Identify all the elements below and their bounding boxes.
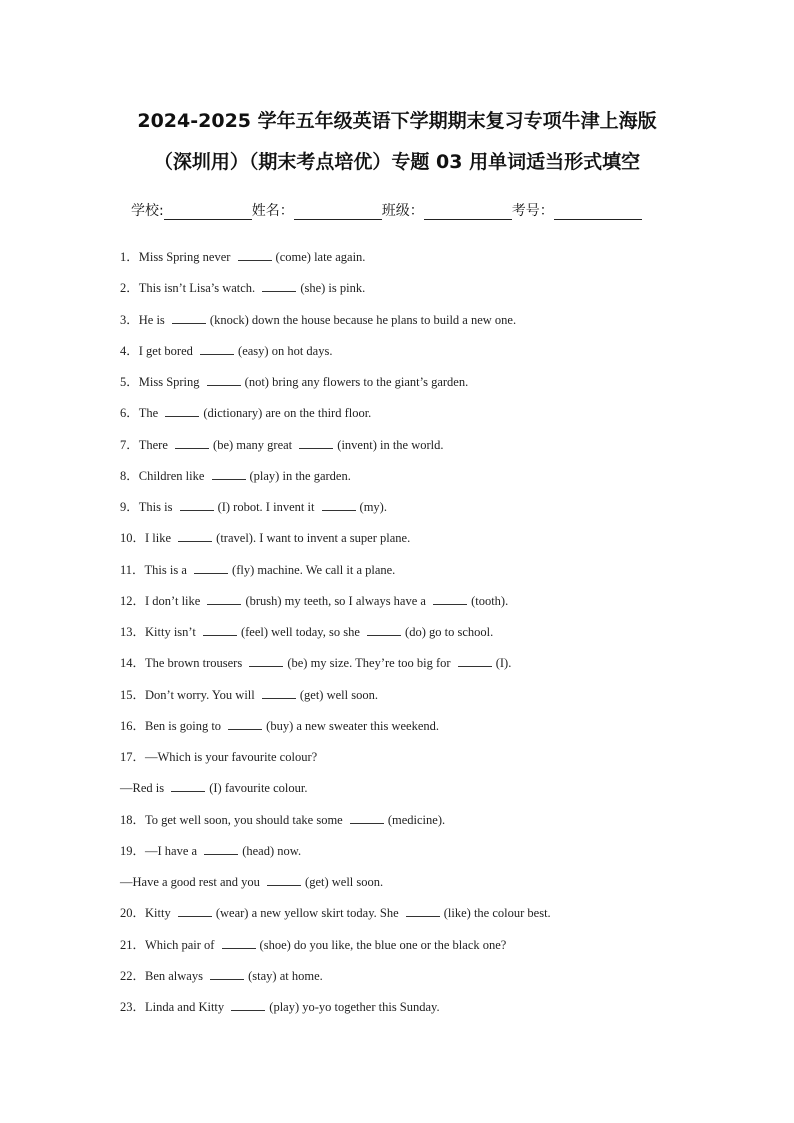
school-field[interactable] <box>164 204 252 220</box>
answer-blank[interactable] <box>350 811 384 824</box>
question-text: 9．This is <box>120 500 176 514</box>
question-text: 17．—Which is your favourite colour? <box>120 750 318 764</box>
question-text: 18．To get well soon, you should take some <box>120 812 346 827</box>
question-text: 23．Linda and Kitty <box>120 1000 228 1014</box>
answer-blank[interactable] <box>204 842 238 855</box>
question-text: (get) well soon. <box>305 875 384 889</box>
question-text: (stay) at home. <box>248 968 323 983</box>
answer-blank[interactable] <box>262 279 296 292</box>
question-line <box>120 841 301 861</box>
question-line <box>120 497 387 517</box>
question-line <box>120 466 351 486</box>
question-text: (dictionary) are on the third floor. <box>203 406 372 421</box>
answer-blank[interactable] <box>231 998 265 1011</box>
question-line <box>120 622 493 642</box>
answer-blank[interactable] <box>178 529 212 542</box>
question-text: (I). <box>495 656 512 671</box>
answer-blank[interactable] <box>299 436 333 449</box>
question-text: 8．Children like <box>120 468 208 483</box>
question-line <box>120 247 365 267</box>
question-text: (medicine). <box>387 812 446 827</box>
question-line <box>120 685 378 705</box>
question-text: (tooth). <box>471 593 509 608</box>
question-line <box>120 435 444 455</box>
question-text: (buy) a new sweater this weekend. <box>266 718 440 733</box>
question-text: 15．Don’t worry. You will <box>120 687 258 702</box>
question-text: 7．There <box>120 437 172 452</box>
answer-blank[interactable] <box>210 967 244 980</box>
answer-blank[interactable] <box>175 436 209 449</box>
question-text: (not) bring any flowers to the giant’s garden. <box>244 375 469 389</box>
answer-blank[interactable] <box>207 373 241 386</box>
question-text: 2．This isn’t Lisa’s watch. <box>120 281 259 296</box>
name-label: 姓名： <box>251 203 294 219</box>
question-line <box>120 560 395 580</box>
question-text: 11．This is a <box>120 562 191 577</box>
question-text: —Red is <box>120 781 168 796</box>
class-field[interactable] <box>424 204 512 220</box>
question-line <box>120 935 506 955</box>
answer-blank[interactable] <box>203 623 237 636</box>
question-line <box>120 528 410 548</box>
page-title-line-1: 2024-2025 学年五年级英语下学期期末复习专项牛津上海版 <box>137 110 657 132</box>
answer-blank[interactable] <box>212 467 246 480</box>
question-line <box>120 653 511 673</box>
question-text: (be) my size. They’re too big for <box>287 656 454 671</box>
question-line <box>120 903 551 923</box>
answer-blank[interactable] <box>249 654 283 667</box>
answer-blank[interactable] <box>222 936 256 949</box>
question-text: (head) now. <box>242 843 302 858</box>
question-text: 14．The brown trousers <box>120 656 246 671</box>
question-text: (play) in the garden. <box>249 468 351 483</box>
answer-blank[interactable] <box>238 248 272 261</box>
question-line <box>120 872 383 892</box>
question-text: (invent) in the world. <box>337 437 444 452</box>
question-text: —Have a good rest and you <box>120 875 264 889</box>
question-text: 16．Ben is going to <box>120 718 225 733</box>
answer-blank[interactable] <box>262 686 296 699</box>
question-text: 13．Kitty isn’t <box>120 625 199 639</box>
question-text: (shoe) do you like, the blue one or the black one? <box>259 937 507 952</box>
question-line <box>120 716 439 736</box>
question-text: 12．I don’t like <box>120 593 204 608</box>
question-text: (she) is pink. <box>300 281 366 296</box>
question-text: 3．He is <box>120 312 168 327</box>
question-text: (my). <box>359 500 387 514</box>
question-text: (be) many great <box>213 437 296 452</box>
question-line <box>120 747 317 767</box>
question-line <box>120 966 323 986</box>
answer-blank[interactable] <box>178 904 212 917</box>
question-text: 1．Miss Spring never <box>120 250 234 264</box>
exam-no-label: 考号： <box>511 203 554 219</box>
answer-blank[interactable] <box>406 904 440 917</box>
answer-blank[interactable] <box>165 404 199 417</box>
question-text: (do) go to school. <box>405 625 494 639</box>
question-text: (knock) down the house because he plans to build a new one. <box>209 312 517 327</box>
question-text: 10．I like <box>120 531 175 546</box>
question-text: (play) yo-yo together this Sunday. <box>269 1000 440 1014</box>
question-text: 4．I get bored <box>120 343 197 358</box>
question-text: 19．—I have a <box>120 843 201 858</box>
question-line <box>120 997 440 1017</box>
answer-blank[interactable] <box>200 342 234 355</box>
question-line <box>120 278 365 298</box>
exam-no-field[interactable] <box>554 204 642 220</box>
answer-blank[interactable] <box>172 311 206 324</box>
name-field[interactable] <box>294 204 382 220</box>
question-line <box>120 372 468 392</box>
question-text: (I) robot. I invent it <box>217 500 318 514</box>
school-label: 学校: <box>131 203 164 219</box>
question-text: (like) the colour best. <box>443 906 551 921</box>
question-text: (feel) well today, so she <box>240 625 364 639</box>
answer-blank[interactable] <box>228 717 262 730</box>
class-label: 班级： <box>381 203 424 219</box>
question-text: (I) favourite colour. <box>209 781 308 796</box>
question-line <box>120 341 332 361</box>
question-text: 6．The <box>120 406 162 421</box>
page-title-line-2: （深圳用）（期末考点培优）专题 03 用单词适当形式填空 <box>153 151 641 173</box>
question-line <box>120 591 508 611</box>
question-line <box>120 778 307 798</box>
answer-blank[interactable] <box>194 561 228 574</box>
question-text: (travel). I want to invent a super plane. <box>216 531 411 546</box>
question-text: 5．Miss Spring <box>120 375 203 389</box>
answer-blank[interactable] <box>180 498 214 511</box>
question-text: (get) well soon. <box>299 687 378 702</box>
answer-blank[interactable] <box>458 654 492 667</box>
answer-blank[interactable] <box>267 873 301 886</box>
question-text: (come) late again. <box>275 250 366 264</box>
question-text: 20．Kitty <box>120 906 174 921</box>
answer-blank[interactable] <box>171 779 205 792</box>
question-text: 21．Which pair of <box>120 937 218 952</box>
question-text: (brush) my teeth, so I always have a <box>245 593 430 608</box>
answer-blank[interactable] <box>433 592 467 605</box>
answer-blank[interactable] <box>322 498 356 511</box>
question-text: (wear) a new yellow skirt today. She <box>215 906 402 921</box>
question-text: (easy) on hot days. <box>238 343 333 358</box>
question-text: 22．Ben always <box>120 968 207 983</box>
question-text: (fly) machine. We call it a plane. <box>232 562 396 577</box>
student-info-row <box>131 201 642 221</box>
question-line <box>120 403 371 423</box>
answer-blank[interactable] <box>207 592 241 605</box>
question-line <box>120 810 445 830</box>
answer-blank[interactable] <box>367 623 401 636</box>
question-line <box>120 310 516 330</box>
